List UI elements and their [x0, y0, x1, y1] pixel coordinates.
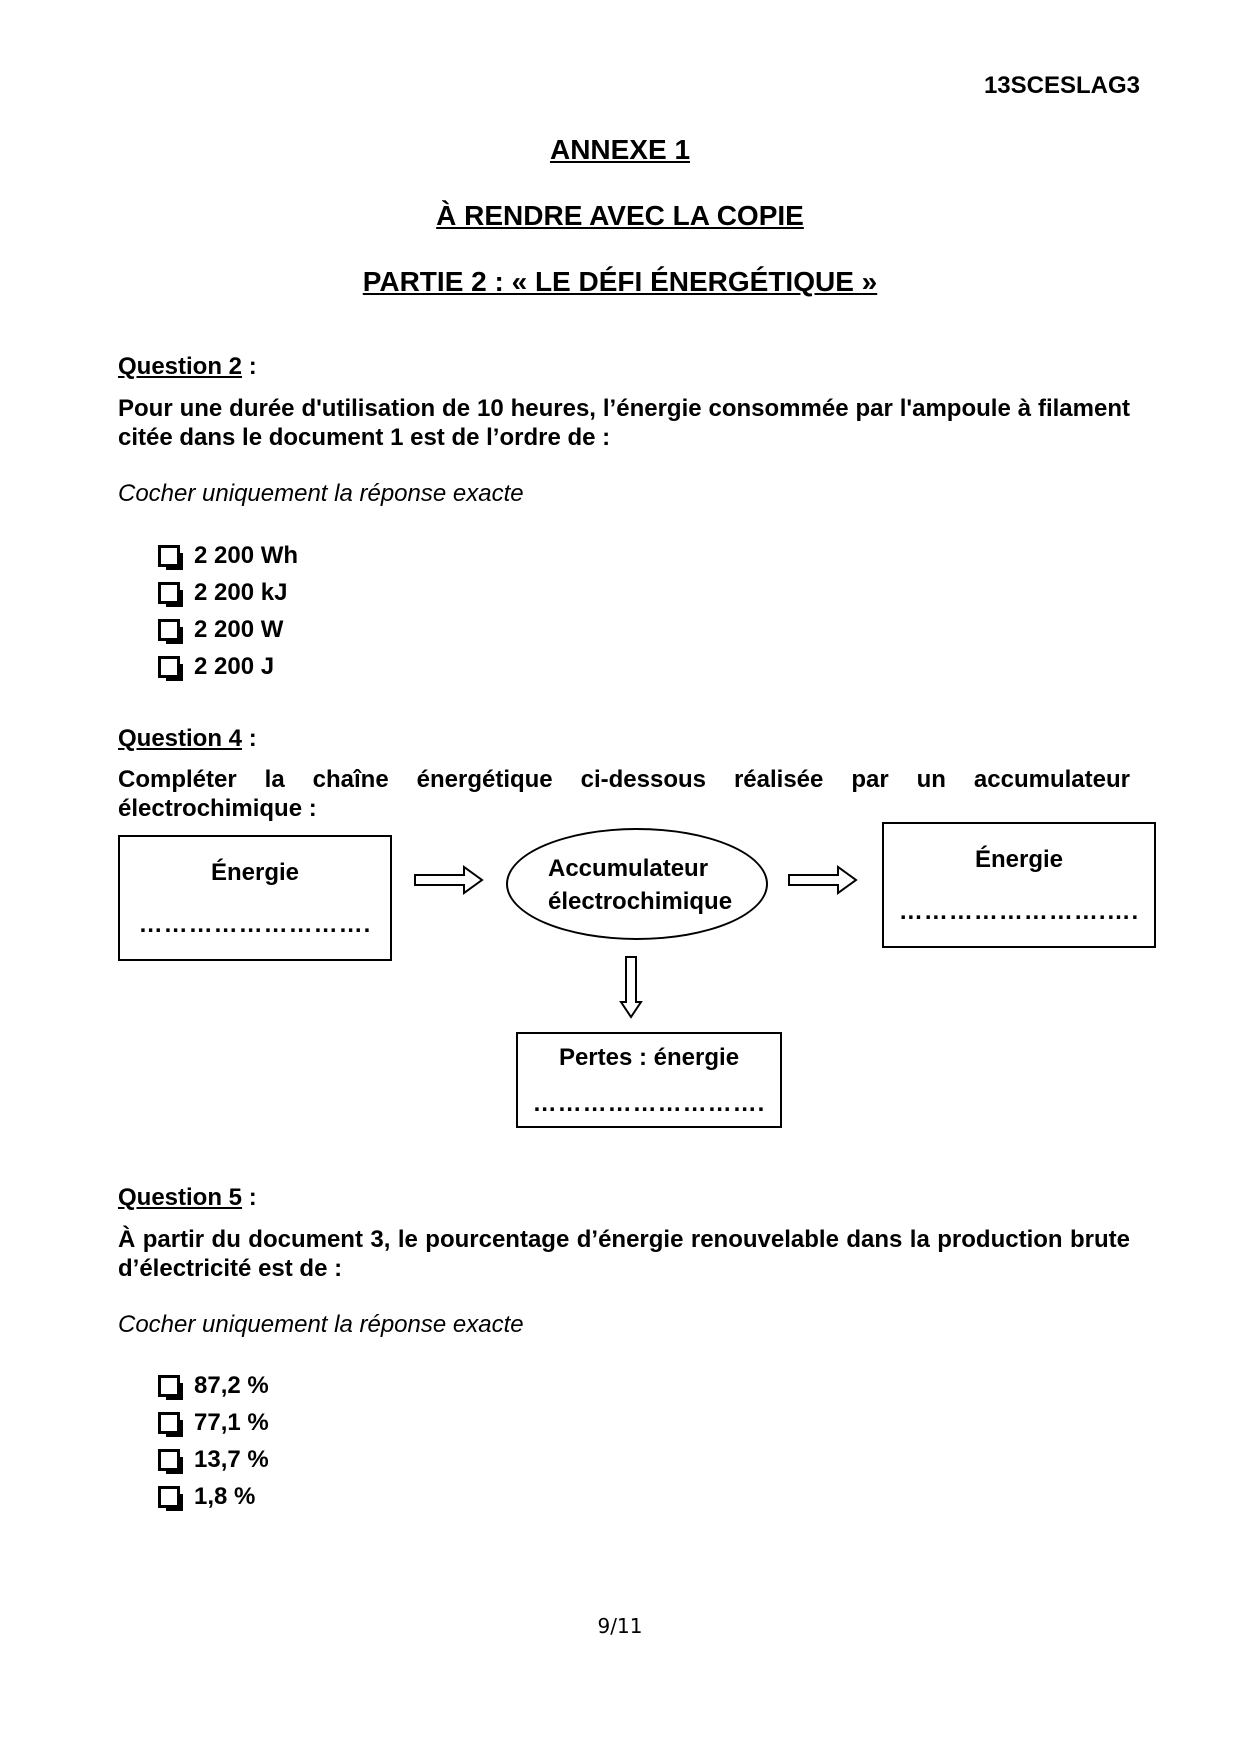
checkbox-icon[interactable]: [158, 1486, 180, 1508]
question-5-option[interactable]: [158, 1478, 269, 1515]
arrow-right-icon: [414, 866, 484, 894]
question-2-heading: [118, 353, 257, 381]
checkbox-icon[interactable]: [158, 545, 180, 567]
arrow-down-icon: [620, 956, 642, 1018]
option-label: 87,2 %: [194, 1371, 269, 1399]
question-2-colon: :: [242, 353, 257, 380]
checkbox-icon[interactable]: [158, 1449, 180, 1471]
page-number: 9/11: [597, 1614, 643, 1638]
checkbox-icon[interactable]: [158, 656, 180, 678]
option-label: 2 200 Wh: [194, 541, 299, 569]
question-2-option[interactable]: [158, 574, 298, 611]
question-5-option[interactable]: [158, 1367, 269, 1404]
loss-energy-box: [516, 1032, 782, 1128]
converter-line-2: électrochimique: [548, 888, 733, 915]
question-2-text: Pour une durée d'utilisation de 10 heures, l’énergie consommée par l'ampoule à filament citée dans le document 1 est de l’ordre de :: [118, 395, 1130, 451]
question-2-options: [158, 537, 298, 685]
loss-energy-label: Pertes : énergie: [558, 1044, 740, 1071]
question-5-option[interactable]: [158, 1404, 269, 1441]
option-label: 1,8 %: [194, 1482, 256, 1510]
checkbox-icon[interactable]: [158, 619, 180, 641]
question-2-label: Question 2: [118, 353, 243, 380]
accumulator-ellipse: [506, 828, 768, 940]
question-4-label: Question 4: [118, 725, 243, 752]
option-label: 2 200 W: [194, 615, 284, 643]
checkbox-icon[interactable]: [158, 582, 180, 604]
question-2-option[interactable]: [158, 648, 298, 685]
input-energy-blank[interactable]: ……………………….: [138, 911, 372, 938]
question-5-colon: :: [242, 1184, 257, 1211]
question-2-option[interactable]: [158, 537, 298, 574]
checkbox-icon[interactable]: [158, 1412, 180, 1434]
question-5-text: À partir du document 3, le pourcentage d’énergie renouvelable dans la production brute d’électricité est de :: [118, 1226, 1130, 1282]
arrow-right-icon: [788, 866, 858, 894]
rendre-title: À RENDRE AVEC LA COPIE: [436, 200, 804, 231]
question-5-option[interactable]: [158, 1441, 269, 1478]
option-label: 13,7 %: [194, 1445, 269, 1473]
question-5-label: Question 5: [118, 1184, 243, 1211]
option-label: 77,1 %: [194, 1408, 269, 1436]
annexe-title: ANNEXE 1: [549, 134, 691, 165]
converter-line-1: Accumulateur: [548, 855, 709, 882]
checkbox-icon[interactable]: [158, 1375, 180, 1397]
option-label: 2 200 J: [194, 652, 275, 680]
question-4-text: Compléter la chaîne énergétique ci-dessous réalisée par un accumulateur électrochimique :: [118, 766, 1130, 822]
question-5-heading: [118, 1184, 257, 1212]
input-energy-box: [118, 835, 392, 961]
loss-energy-blank[interactable]: ……………………….: [532, 1090, 766, 1117]
question-4-heading: [118, 725, 257, 753]
output-energy-blank[interactable]: …………………….….: [898, 898, 1140, 925]
question-2-option[interactable]: [158, 611, 298, 648]
question-5-options: [158, 1367, 269, 1515]
question-5-instruction: Cocher uniquement la réponse exacte: [118, 1311, 524, 1338]
question-4-colon: :: [242, 725, 257, 752]
question-2-instruction: Cocher uniquement la réponse exacte: [118, 480, 524, 507]
output-energy-label: Énergie: [974, 846, 1064, 873]
partie-title: PARTIE 2 : « LE DÉFI ÉNERGÉTIQUE »: [362, 266, 878, 297]
input-energy-label: Énergie: [210, 859, 300, 886]
output-energy-box: [882, 822, 1156, 948]
option-label: 2 200 kJ: [194, 578, 288, 606]
document-code: 13SCESLAG3: [983, 72, 1140, 99]
